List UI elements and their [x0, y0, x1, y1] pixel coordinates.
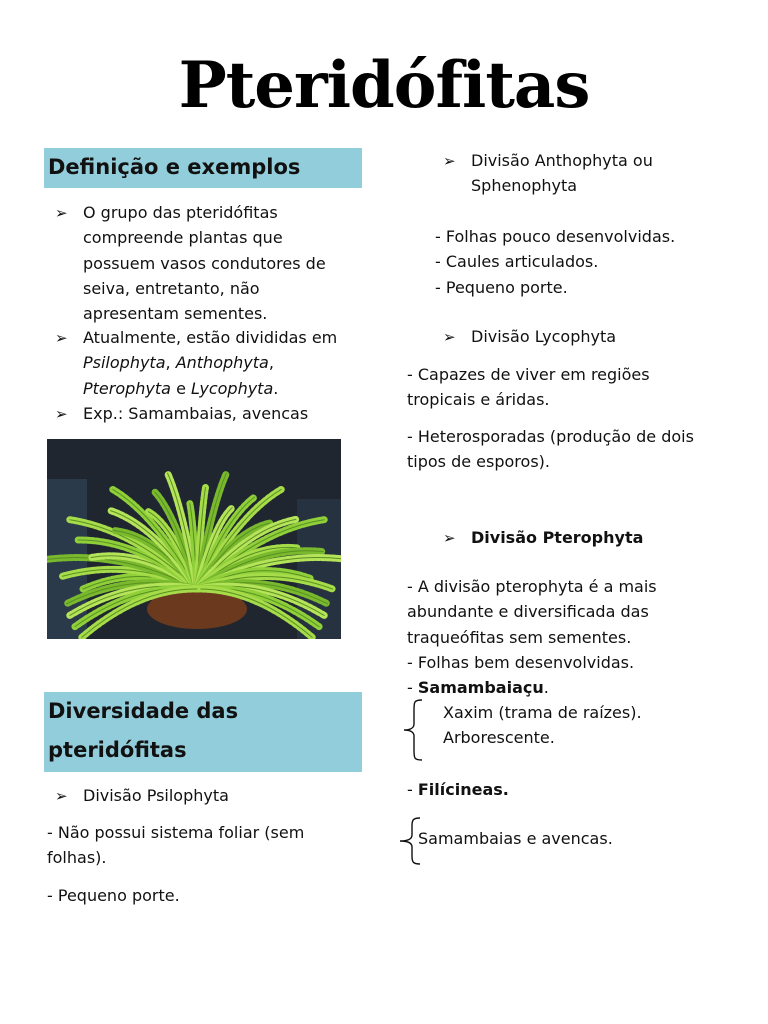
- psilophyta-desc: - Não possui sistema foliar (sem folhas).: [47, 823, 305, 868]
- pterophyta-desc: - A divisão pterophyta é a mais abundante e diversificada das traqueófitas sem sementes. - Folhas bem desenvolvidas. - Samambaiaçu.: [407, 577, 657, 698]
- anthophyta-list: - Folhas pouco desenvolvidas. - Caules articulados. - Pequeno porte.: [435, 227, 676, 297]
- fern-photo: [47, 439, 341, 639]
- lycophyta-habitat: - Capazes de viver em regiões tropicais e áridas.: [407, 365, 650, 410]
- filicineas-examples: Samambaias e avencas.: [418, 829, 613, 848]
- bullet-divisions: Atualmente, estão divididas em Psilophyta, Anthophyta, Pterophyta e Lycophyta.: [83, 328, 338, 398]
- arrow-bullet-icon: ➢: [55, 787, 68, 805]
- arrow-bullet-icon: ➢: [443, 529, 456, 547]
- arrow-bullet-icon: ➢: [55, 329, 68, 347]
- pterophyta-title: Divisão Pterophyta: [471, 528, 644, 547]
- bullet-examples: Exp.: Samambaias, avencas: [83, 404, 309, 423]
- psilophyta-title: Divisão Psilophyta: [83, 786, 229, 805]
- lycophyta-title: Divisão Lycophyta: [471, 327, 617, 346]
- brace-icon: [400, 698, 426, 762]
- arrow-bullet-icon: ➢: [55, 405, 68, 423]
- anthophyta-title: Divisão Anthophyta ou Sphenophyta: [471, 151, 653, 196]
- samambaiacu-details: Xaxim (trama de raízes). Arborescente.: [443, 703, 642, 748]
- arrow-bullet-icon: ➢: [55, 204, 68, 222]
- lycophyta-spores: - Heterosporadas (produção de dois tipos de esporos).: [407, 427, 694, 472]
- arrow-bullet-icon: ➢: [443, 152, 456, 170]
- psilophyta-size: - Pequeno porte.: [47, 886, 180, 905]
- section-heading-definicao: Definição e exemplos: [44, 148, 362, 188]
- bullet-definition: O grupo das pteridófitas compreende plantas que possuem vasos condutores de seiva, entretanto, não apresentam sementes.: [83, 203, 326, 324]
- filicineas-title: - Filícineas.: [407, 780, 509, 799]
- arrow-bullet-icon: ➢: [443, 328, 456, 346]
- page-title: Pteridófitas: [178, 48, 590, 123]
- section-heading-diversidade: Diversidade das pteridófitas: [44, 692, 362, 772]
